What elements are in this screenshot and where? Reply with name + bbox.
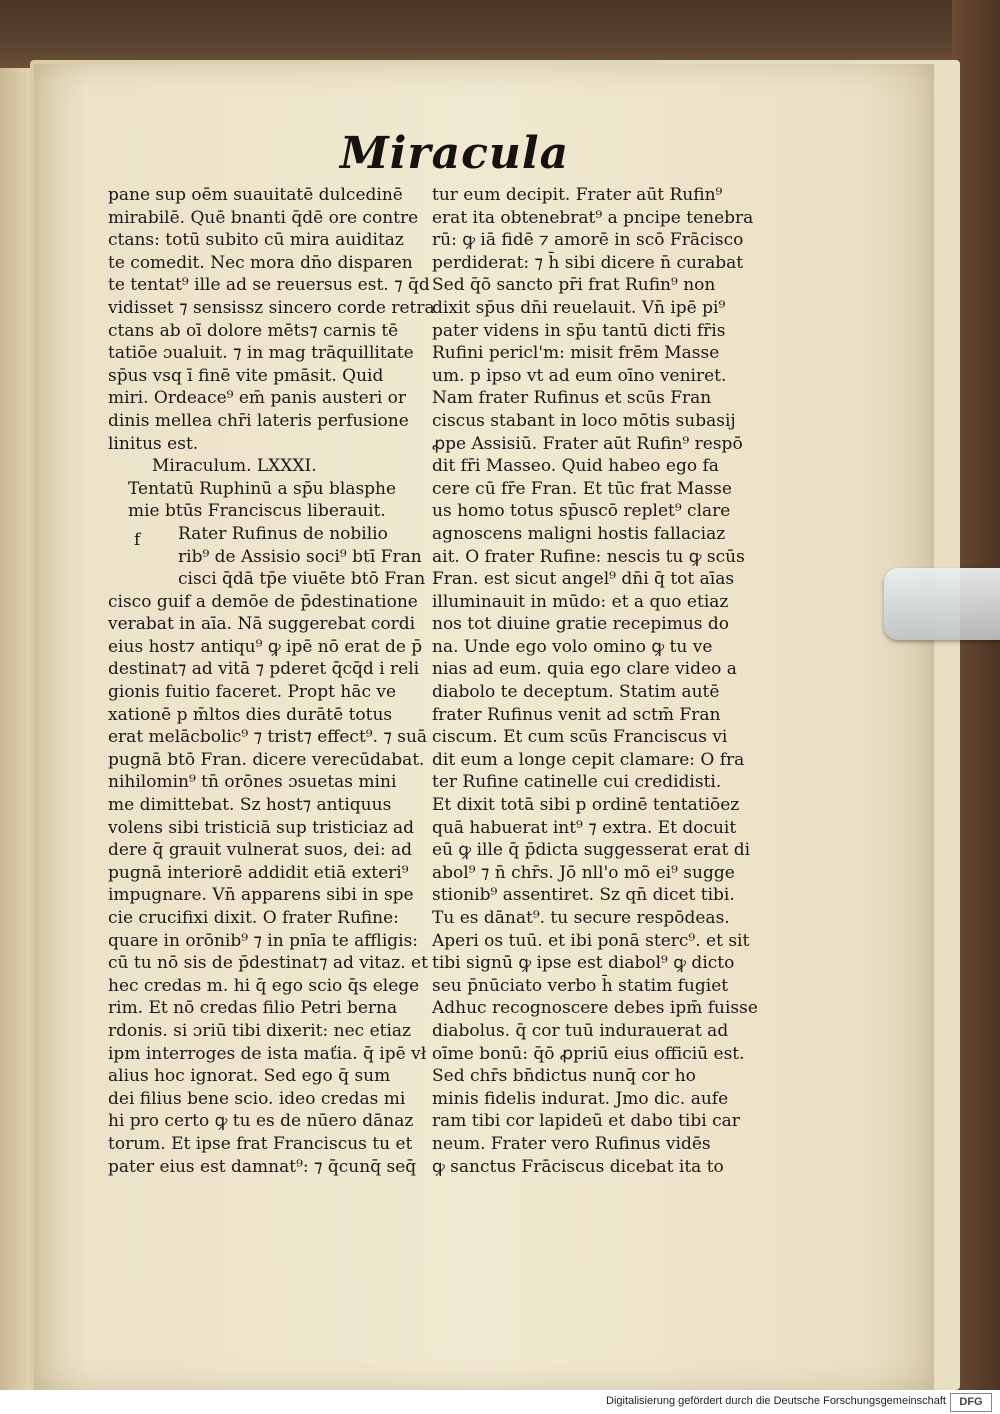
text-line: verabat in aīa. Nā suggerebat cordi	[108, 614, 416, 635]
text-line: eius host⁊ antiqu⁹ ꝙ ipē nō erat de p̄	[108, 636, 423, 657]
text-line: perdiderat: ⁊ h̄ sibi dicere n̄ curabat	[432, 252, 744, 273]
text-line: Miraculum. LXXXI.	[152, 456, 317, 477]
text-line: ꝓpe Assisiū. Frater aūt Rufin⁹ respō	[432, 433, 743, 454]
page-clip	[884, 568, 1000, 640]
text-line: Adhuc recognoscere debes ipm̄ fuisse	[432, 998, 758, 1019]
text-line: pater videns in sp̄u tantū dicti fr̄is	[432, 320, 726, 341]
text-line: Fran. est sicut angel⁹ dn̄i q̄ tot aīas	[432, 569, 735, 590]
text-line: ait. O frater Rufine: nescis tu ꝙ scūs	[432, 546, 745, 567]
text-line: ctans: totū subito cū mira auiditaz	[108, 230, 404, 251]
text-line: impugnare. Vn̄ apparens sibi in spe	[108, 885, 414, 906]
text-line: pugnā btō Fran. dicere verecūdabat.	[108, 749, 425, 770]
text-line: alius hoc ignorat. Sed ego q̄ sum	[108, 1066, 391, 1087]
text-line: abol⁹ ⁊ n̄ chr̄s. Jō nll'o mō ei⁹ sugge	[432, 862, 735, 883]
text-line: rib⁹ de Assisio soci⁹ btī Fran	[178, 546, 422, 567]
text-line: nias ad eum. quia ego clare video a	[432, 659, 737, 680]
text-line: rdonis. si ɔriū tibi dixerit: nec etiaz	[108, 1020, 412, 1041]
text-line: Aperi os tuū. et ibi ponā sterc⁹. et sit	[432, 930, 750, 951]
text-line: sp̄us vsq ī finē vite pmāsit. Quid	[108, 365, 384, 386]
text-line: vidisset ⁊ sensissz sincero corde retra	[108, 297, 435, 318]
text-line: seu p̄nūciato verbo h̄ statim fugiet	[432, 975, 729, 996]
text-line: agnoscens maligni hostis fallaciaz	[432, 523, 726, 544]
text-line: miri. Ordeace⁹ em̄ panis austeri or	[108, 388, 407, 409]
text-line: Sed chr̄s bn̄dictus nunq̄ cor ho	[432, 1066, 696, 1087]
text-line: dixit sp̄us dn̄i reuelauit. Vn̄ ipē pi⁹	[432, 297, 726, 318]
text-line: pane sup oēm suauitatē dulcedinē	[108, 185, 403, 205]
text-line: ciscus stabant in loco mōtis subasij	[432, 410, 736, 431]
initial-guide-letter: f	[134, 530, 141, 550]
text-line: erat melācbolic⁹ ⁊ trist⁊ effect⁹. ⁊ suā	[108, 727, 428, 748]
text-line: ꝙ sanctus Frāciscus dicebat ita to	[432, 1156, 724, 1177]
text-line: um. p ipso vt ad eum oīno veniret.	[432, 365, 727, 386]
text-line: diabolus. q̄ cor tuū indurauerat ad	[432, 1020, 729, 1041]
text-line: na. Unde ego volo omino ꝙ tu ve	[432, 636, 713, 657]
text-line: dinis mellea chr̄i lateris perfusione	[108, 410, 409, 431]
dfg-logo: DFG	[950, 1393, 992, 1412]
text-line: cū tu nō sis de p̄destinat⁊ ad vitaz. et	[108, 953, 428, 974]
text-line: diabolo te deceptum. Statim autē	[432, 682, 720, 703]
text-line: nos tot diuine gratie recepimus do	[432, 614, 730, 635]
text-line: illuminauit in mūdo: et a quo etiaz	[432, 591, 729, 612]
text-line: volens sibi tristiciā sup tristiciaz ad	[108, 817, 414, 838]
text-line: hi pro certo ꝙ tu es de nūero dānaz	[108, 1111, 414, 1132]
text-line: gionis fuitio faceret. Propt hāc ve	[108, 682, 397, 703]
text-line: quā habuerat int⁹ ⁊ extra. Et docuit	[432, 817, 737, 838]
text-line: te tentat⁹ ille ad se reuersus est. ⁊ q̄d	[108, 275, 430, 296]
text-line: frater Rufinus venit ad sctm̄ Fran	[432, 704, 721, 725]
text-line: rū: ꝙ iā fidē ⁊ amorē in scō Frācisco	[432, 230, 744, 251]
text-line: hec credas m. hi q̄ ego scio q̄s elege	[108, 975, 420, 996]
text-line: cere cū fr̄e Fran. Et tūc frat Masse	[432, 478, 732, 499]
text-line: erat ita obtenebrat⁹ a pncipe tenebra	[432, 207, 754, 228]
text-line: dei filius bene scio. ideo credas mi	[108, 1088, 406, 1109]
text-line: pater eius est damnat⁹: ⁊ q̄cunq̄ seq̄	[108, 1156, 417, 1177]
text-line: pugnā interiorē addidit etiā exteri⁹	[108, 862, 409, 883]
text-line: Tu es dānat⁹. tu secure respōdeas.	[432, 908, 730, 928]
text-line: cisco guif a demōe de p̄destinatione	[108, 591, 418, 612]
funding-credit: Digitalisierung gefördert durch die Deutsche Forschungsgemeinschaft	[606, 1395, 946, 1407]
text-line: Nam frater Rufinus et scūs Fran	[432, 388, 712, 409]
text-line: mirabilē. Quē bnanti q̄dē ore contre	[108, 207, 419, 228]
text-line: tibi signū ꝙ ipse est diabol⁹ ꝙ dicto	[432, 953, 735, 974]
text-line: us homo totus sp̄uscō replet⁹ clare	[432, 501, 731, 522]
text-line: torum. Et ipse frat Franciscus tu et	[108, 1133, 413, 1154]
page-title: Miracula	[340, 128, 570, 179]
footer-bar	[0, 1390, 1000, 1414]
text-line: dere q̄ grauit vulnerat suos, dei: ad	[108, 840, 413, 861]
text-line: cie crucifixi dixit. O frater Rufine:	[108, 908, 399, 928]
left-page-edge	[0, 68, 34, 1390]
text-line: ciscum. Et cum scūs Franciscus vi	[432, 727, 728, 748]
text-line: linitus est.	[108, 433, 199, 454]
text-line: xationē p m̄ltos dies durātē totus	[108, 704, 393, 725]
text-column-right	[432, 184, 758, 1178]
text-line: Rufini pericl'm: misit frēm Masse	[432, 343, 720, 364]
text-line: ctans ab oī dolore mēts⁊ carnis tē	[108, 320, 399, 341]
text-line: dit eum a longe cepit clamare: O fra	[432, 749, 745, 770]
text-line: te comedit. Nec mora dn̄o disparen	[108, 252, 413, 273]
text-line: cisci q̄dā tp̄e viuēte btō Fran	[178, 569, 426, 590]
text-line: stionib⁹ assentiret. Sz qn̄ dicet tibi.	[432, 885, 735, 906]
text-line: Sed q̄ō sancto pr̄i frat Rufin⁹ non	[432, 275, 716, 296]
text-line: ram tibi cor lapideū et dabo tibi car	[432, 1111, 740, 1132]
text-line: destinat⁊ ad vitā ⁊ pderet q̄cq̄d i reli	[108, 659, 420, 680]
text-line: neum. Frater vero Rufinus vidēs	[432, 1133, 711, 1154]
text-line: quare in orōnib⁹ ⁊ in pnīa te affligis:	[108, 930, 419, 951]
text-line: Tentatū Ruphinū a sp̄u blasphe	[128, 478, 397, 499]
text-line: Et dixit totā sibi p ordinē tentatiōez	[432, 795, 740, 816]
text-line: eū ꝙ ille q̄ p̄dicta suggesserat erat di	[432, 840, 751, 861]
text-line: tatiōe ɔualuit. ⁊ in mag trāquillitate	[108, 343, 414, 364]
text-line: mie btūs Franciscus liberauit.	[128, 501, 386, 522]
text-line: me dimittebat. Sz host⁊ antiquus	[108, 795, 392, 816]
text-line: dit fr̄i Masseo. Quid habeo ego fa	[432, 456, 719, 477]
text-line: ter Rufine catinelle cui credidisti.	[432, 772, 722, 793]
text-line: nihilomin⁹ tn̄ orōnes ɔsuetas mini	[108, 772, 397, 793]
text-line: rim. Et nō credas filio Petri berna	[108, 998, 398, 1019]
text-line: minis fidelis indurat. Jmo dic. aufe	[432, 1088, 729, 1109]
text-line: oīme bonū: q̄ō ꝓpriū eius officiū est.	[432, 1043, 745, 1064]
text-column-left	[108, 184, 435, 1178]
text-line: ipm interroges de ista maťia. q̄ ipē vł	[108, 1043, 427, 1064]
text-line: tur eum decipit. Frater aūt Rufin⁹	[432, 185, 723, 205]
text-line: Rater Rufinus de nobilio	[178, 523, 388, 544]
